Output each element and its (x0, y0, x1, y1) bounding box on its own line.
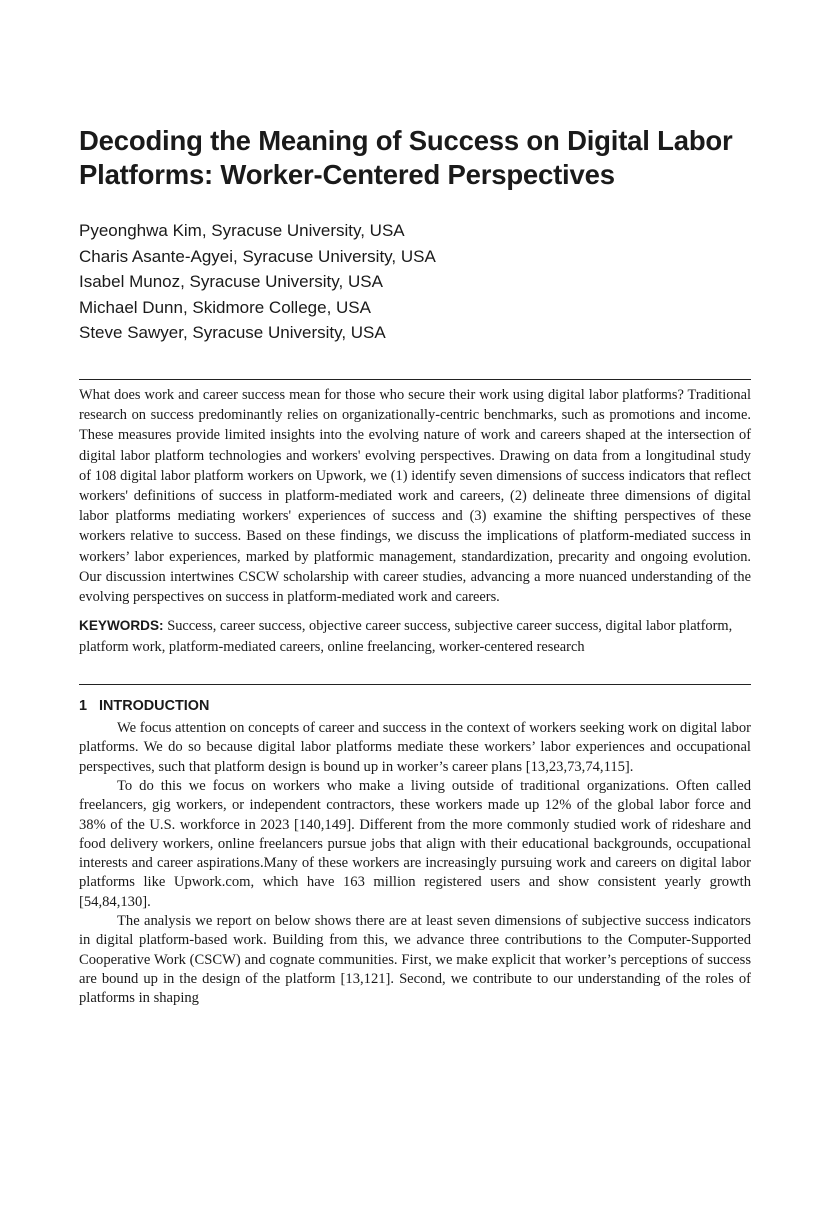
author-list (79, 218, 751, 346)
keywords-text: Success, career success, objective career success, subjective career success, digital labor platform, platform work, platform-mediated careers, online freelancing, worker-centered research (79, 618, 733, 655)
paper-title: Decoding the Meaning of Success on Digital Labor Platforms: Worker-Centered Perspectives (79, 125, 733, 190)
author-line: Pyeonghwa Kim, Syracuse University, USA (79, 221, 405, 240)
author-line: Michael Dunn, Skidmore College, USA (79, 297, 371, 317)
keywords-label: KEYWORDS: (79, 618, 164, 634)
section-body (79, 719, 751, 1008)
author-line: Charis Asante-Agyei, Syracuse University, USA (79, 246, 436, 266)
section-number: 1 (79, 698, 88, 715)
paper-page (79, 124, 751, 1008)
section-heading (79, 696, 751, 716)
keywords-block (79, 616, 751, 657)
author-line: Isabel Munoz, Syracuse University, USA (79, 272, 383, 292)
section-title: INTRODUCTION (99, 698, 210, 715)
body-paragraph: We focus attention on concepts of career and success in the context of workers seeking work on digital labor platforms. We do so because digital labor platforms mediate these workers’ labor experiences and occupational perspectives, such that platform design is bound up in worker’s career plans [13,23,73,74,115]. (79, 720, 751, 775)
abstract-bottom-divider (79, 684, 751, 685)
body-paragraph: To do this we focus on workers who make a living outside of traditional organizations. Often called freelancers, gig workers, or independent contractors, these workers made up 12% of the global labor force and 38% of the U.S. workforce in 2023 [140,149]. Different from the more commonly studied work of rideshare and food delivery workers, online freelancers pursue jobs that align with their educational backgrounds, occupational interests and career aspirations.Many of these workers are increasingly pursuing work and careers on digital labor platforms like Upwork.com, which have 163 million registered users and show consistent yearly growth [54,84,130]. (79, 777, 751, 910)
abstract-text: What does work and career success mean for those who secure their work using digital labor platforms? Traditional research on success predominantly relies on organizationally-centric benchmarks, such as promotions and income. These measures provide limited insights into the evolving nature of work and careers shaped at the intersection of digital labor platform technologies and workers' evolving perspectives. Drawing on data from a longitudinal study of 108 digital labor platform workers on Upwork, we (1) identify seven dimensions of success indicators that reflect workers' definitions of success in platform-mediated work and careers, (2) delineate three dimensions of digital labor platforms mediating workers' experiences of success and (3) examine the shifting perspectives of these workers relative to success. Based on these findings, we discuss the implications of platform-mediated success in workers’ labor experiences, marked by platformic management, standardization, precarity and ongoing evolution. Our discussion intertwines CSCW scholarship with career studies, advancing a more nuanced understanding of the evolving perspectives on success in platform-mediated work and careers. (79, 386, 751, 605)
author-line: Steve Sawyer, Syracuse University, USA (79, 323, 386, 343)
body-paragraph: The analysis we report on below shows there are at least seven dimensions of subjective success indicators in digital platform-based work. Building from this, we advance three contributions to the Computer-Supported Cooperative Work (CSCW) and cognate communities. First, we make explicit that worker’s perceptions of success are bound up in the design of the platform [13,121]. Second, we contribute to our understanding of the roles of platforms in shaping (79, 912, 751, 1007)
abstract (79, 385, 751, 607)
abstract-top-divider (79, 379, 751, 380)
